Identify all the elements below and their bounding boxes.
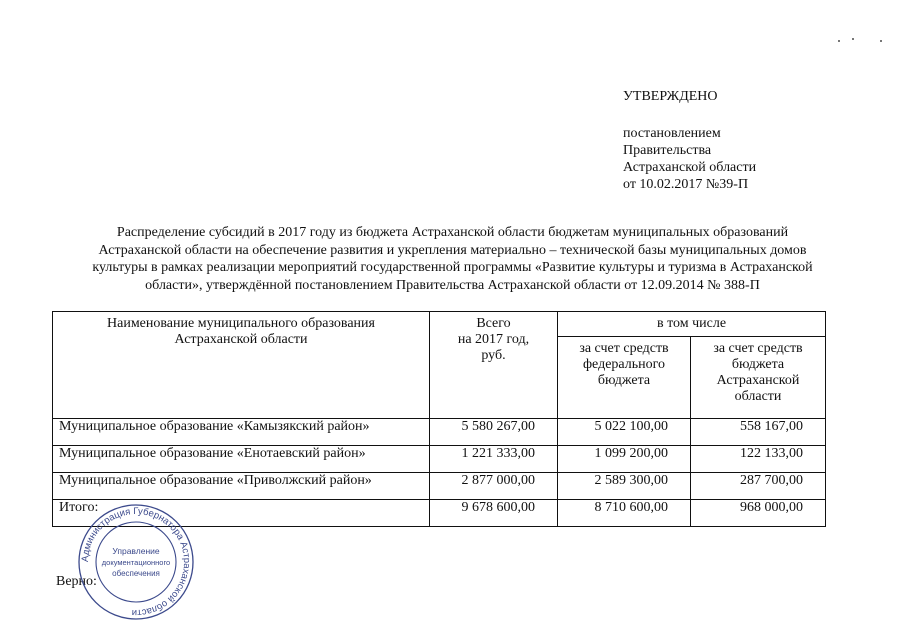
header-text: области <box>734 389 782 404</box>
header-text: Наименование муниципального образования <box>107 316 375 331</box>
table-row <box>53 419 826 446</box>
table-row <box>53 446 826 473</box>
header-text: бюджета <box>731 357 785 372</box>
column-header-total <box>430 312 558 419</box>
cell-total: 1 221 333,00 <box>430 446 558 473</box>
approval-line: постановлением <box>623 126 721 141</box>
approval-heading: УТВЕРЖДЕНО <box>623 89 718 104</box>
header-text: руб. <box>481 348 506 363</box>
stamp-inner-text: Управление <box>112 546 160 556</box>
header-text: за счет средств <box>579 341 669 356</box>
header-text: Всего <box>476 316 511 331</box>
header-text: на 2017 год, <box>457 332 530 347</box>
header-text: Астраханской области <box>174 332 308 347</box>
scan-speck <box>838 40 840 42</box>
title-line: области», утверждённой постановлением Правительства Астраханской области от 12.09.2014 № 388-П <box>145 277 760 293</box>
table-row <box>53 473 826 500</box>
verno-label: Верно: <box>56 574 97 589</box>
header-text: федерального <box>582 357 666 372</box>
header-text: бюджета <box>597 373 651 388</box>
cell-federal: 5 022 100,00 <box>558 419 691 446</box>
scan-speck <box>880 40 882 42</box>
approval-date: от 10.02.2017 №39-П <box>623 177 749 192</box>
approval-line: Астраханской области <box>623 160 757 175</box>
cell-regional: 968 000,00 <box>691 500 826 527</box>
cell-regional: 122 133,00 <box>691 446 826 473</box>
cell-regional: 558 167,00 <box>691 419 826 446</box>
stamp-ring-text: Администрация Губернатора Астраханской области <box>79 505 193 619</box>
cell-name: Муниципальное образование «Камызякский район» <box>53 419 430 446</box>
cell-name: Муниципальное образование «Енотаевский район» <box>53 446 430 473</box>
column-header-name <box>53 312 430 419</box>
cell-total: 2 877 000,00 <box>430 473 558 500</box>
document-title <box>40 224 865 294</box>
cell-total: 5 580 267,00 <box>430 419 558 446</box>
column-header-regional <box>691 337 826 419</box>
stamp-inner-text: документационного <box>101 558 171 567</box>
approval-block <box>623 88 756 193</box>
scan-speck <box>852 38 854 40</box>
title-line: Астраханской области на обеспечение развития и укрепления материально – технической базы муниципальных домов <box>98 242 807 258</box>
header-text: Астраханской <box>716 373 800 388</box>
subsidies-table <box>52 311 826 527</box>
cell-federal: 1 099 200,00 <box>558 446 691 473</box>
cell-federal: 8 710 600,00 <box>558 500 691 527</box>
cell-total: 9 678 600,00 <box>430 500 558 527</box>
column-header-federal <box>558 337 691 419</box>
cell-regional: 287 700,00 <box>691 473 826 500</box>
cell-federal: 2 589 300,00 <box>558 473 691 500</box>
title-line: Распределение субсидий в 2017 году из бюджета Астраханской области бюджетам муниципальных образований <box>116 225 789 240</box>
cell-name: Муниципальное образование «Приволжский район» <box>53 473 430 500</box>
title-line: культуры в рамках реализации мероприятий государственной программы «Развитие культуры и туризма в Астраханской <box>92 260 813 275</box>
cell-name: Итого: <box>53 500 430 527</box>
stamp-inner-text: обеспечения <box>112 569 160 578</box>
approval-line: Правительства <box>623 143 712 158</box>
header-row <box>53 312 826 337</box>
header-text: за счет средств <box>713 341 803 356</box>
official-stamp <box>76 502 196 622</box>
column-header-including: в том числе <box>558 312 826 337</box>
